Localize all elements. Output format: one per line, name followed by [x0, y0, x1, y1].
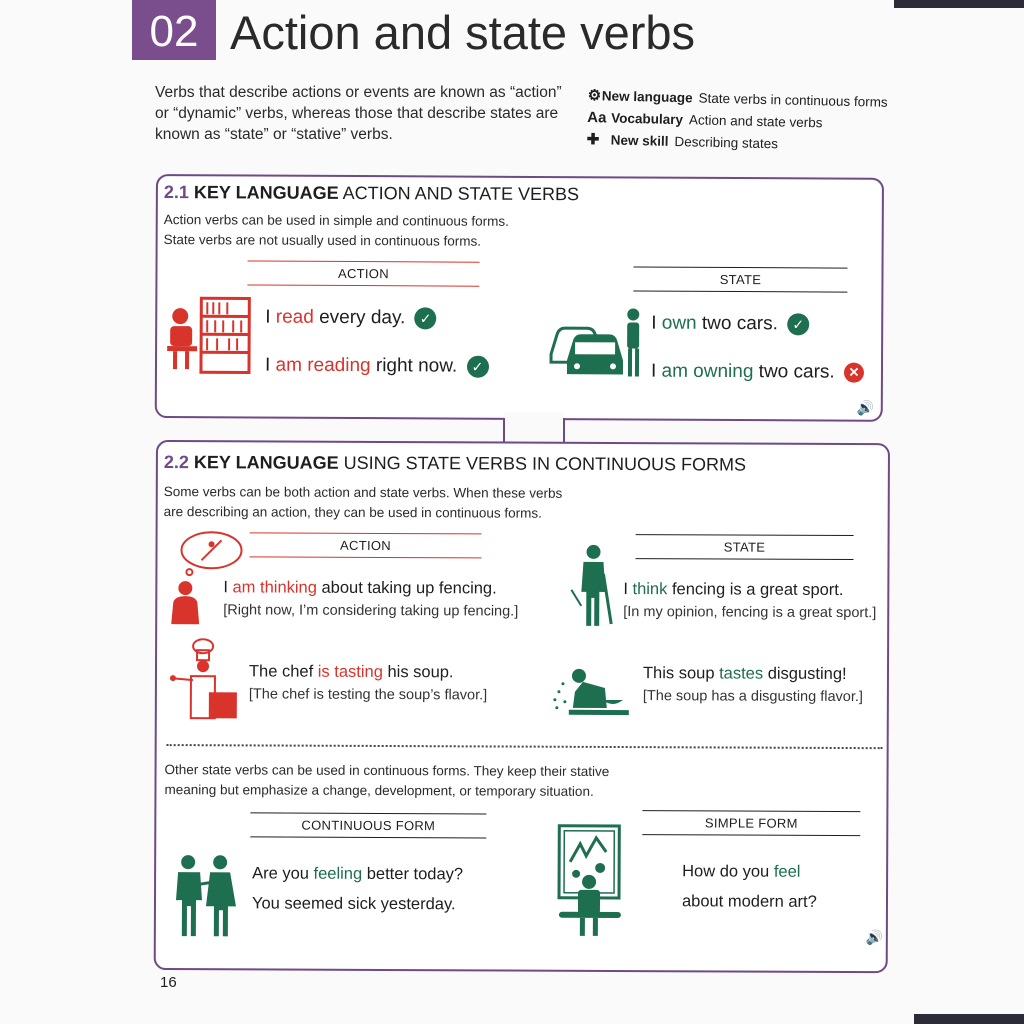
- audio-speaker-icon[interactable]: 🔊: [865, 929, 884, 946]
- state-gloss-2: [The soup has a disgusting flavor.]: [642, 688, 863, 706]
- meta-new-skill: ✚ New skill Describing states: [586, 130, 779, 151]
- state-sentence-2: This soup tastes disgusting!: [642, 664, 847, 684]
- chef-tasting-icon: [167, 638, 241, 722]
- simple-form-label: SIMPLE FORM: [642, 810, 860, 836]
- fencer-icon: [567, 544, 617, 628]
- correct-check-icon: ✓: [415, 307, 437, 329]
- meta-new-language: ⚙ New language State verbs in continuous forms: [587, 86, 888, 110]
- dotted-divider: [167, 744, 883, 749]
- state-label: STATE: [635, 534, 853, 560]
- state-sentence-2: I am owning two cars. ✕: [651, 361, 864, 384]
- simple-sentence-2: about modern art?: [681, 892, 817, 911]
- page-edge: [894, 0, 1024, 8]
- action-sentence-2: The chef is tasting his soup.: [248, 662, 454, 682]
- art-viewer-icon: [556, 822, 627, 938]
- gears-icon: ⚙: [587, 86, 602, 105]
- action-gloss-1: [Right now, I’m considering taking up fencing.]: [223, 602, 519, 620]
- lesson-meta: [587, 84, 888, 157]
- cars-owner-icon: [547, 308, 647, 381]
- action-label: ACTION: [247, 260, 479, 286]
- action-sentence-2: I am reading right now. ✓: [265, 355, 489, 378]
- correct-check-icon: ✓: [787, 313, 809, 335]
- puzzle-icon: ✚: [586, 130, 600, 149]
- section-heading: 2.2 KEY LANGUAGE USING STATE VERBS IN CONTINUOUS FORMS: [163, 452, 747, 475]
- state-sentence-1: I own two cars. ✓: [651, 313, 809, 336]
- two-people-icon: [174, 854, 240, 938]
- correct-check-icon: ✓: [466, 356, 488, 378]
- panel-key-language-2-1: [155, 174, 884, 422]
- state-sentence-1: I think fencing is a great sport.: [623, 580, 844, 600]
- section-description: Some verbs can be both action and state verbs. When these verbs are describing an action, they can be used in continuous forms.: [163, 484, 563, 521]
- meta-vocabulary: Aa Vocabulary Action and state verbs: [587, 108, 823, 130]
- page-edge: [914, 1014, 1024, 1024]
- panel-key-language-2-2: [154, 440, 890, 973]
- state-label: STATE: [633, 267, 847, 293]
- audio-speaker-icon[interactable]: 🔊: [856, 399, 875, 416]
- state-gloss-1: [In my opinion, fencing is a great sport.]: [623, 604, 877, 622]
- action-sentence-1: I read every day. ✓: [265, 307, 437, 330]
- other-verbs-description: Other state verbs can be used in continuous forms. They keep their stative meaning but emphasize a change, development, or temporary situation.: [164, 762, 610, 799]
- action-gloss-2: [The chef is testing the soup’s flavor.]: [248, 686, 488, 704]
- continuous-sentence-2: You seemed sick yesterday.: [251, 894, 456, 914]
- action-sentence-1: I am thinking about taking up fencing.: [223, 578, 497, 598]
- disgusted-diner-icon: [553, 662, 633, 718]
- continuous-sentence-1: Are you feeling better today?: [252, 864, 464, 884]
- reading-person-icon: [167, 294, 253, 376]
- intro-paragraph: Verbs that describe actions or events are known as “action” or “dynamic” verbs, whereas those that describe states are known as “state” or “stative” verbs.: [155, 84, 562, 143]
- section-description: Action verbs can be used in simple and continuous forms. State verbs are not usually used in continuous forms.: [163, 212, 509, 249]
- aa-icon: Aa: [587, 108, 607, 126]
- page-number: 16: [160, 974, 177, 991]
- chapter-title: Action and state verbs: [230, 6, 696, 59]
- incorrect-cross-icon: ✕: [844, 363, 864, 383]
- continuous-form-label: CONTINUOUS FORM: [250, 812, 486, 838]
- chapter-number: 02: [132, 0, 216, 60]
- simple-sentence-1: How do you feel: [682, 862, 801, 881]
- section-heading: 2.1 KEY LANGUAGE ACTION AND STATE VERBS: [163, 182, 580, 205]
- action-label: ACTION: [249, 532, 481, 558]
